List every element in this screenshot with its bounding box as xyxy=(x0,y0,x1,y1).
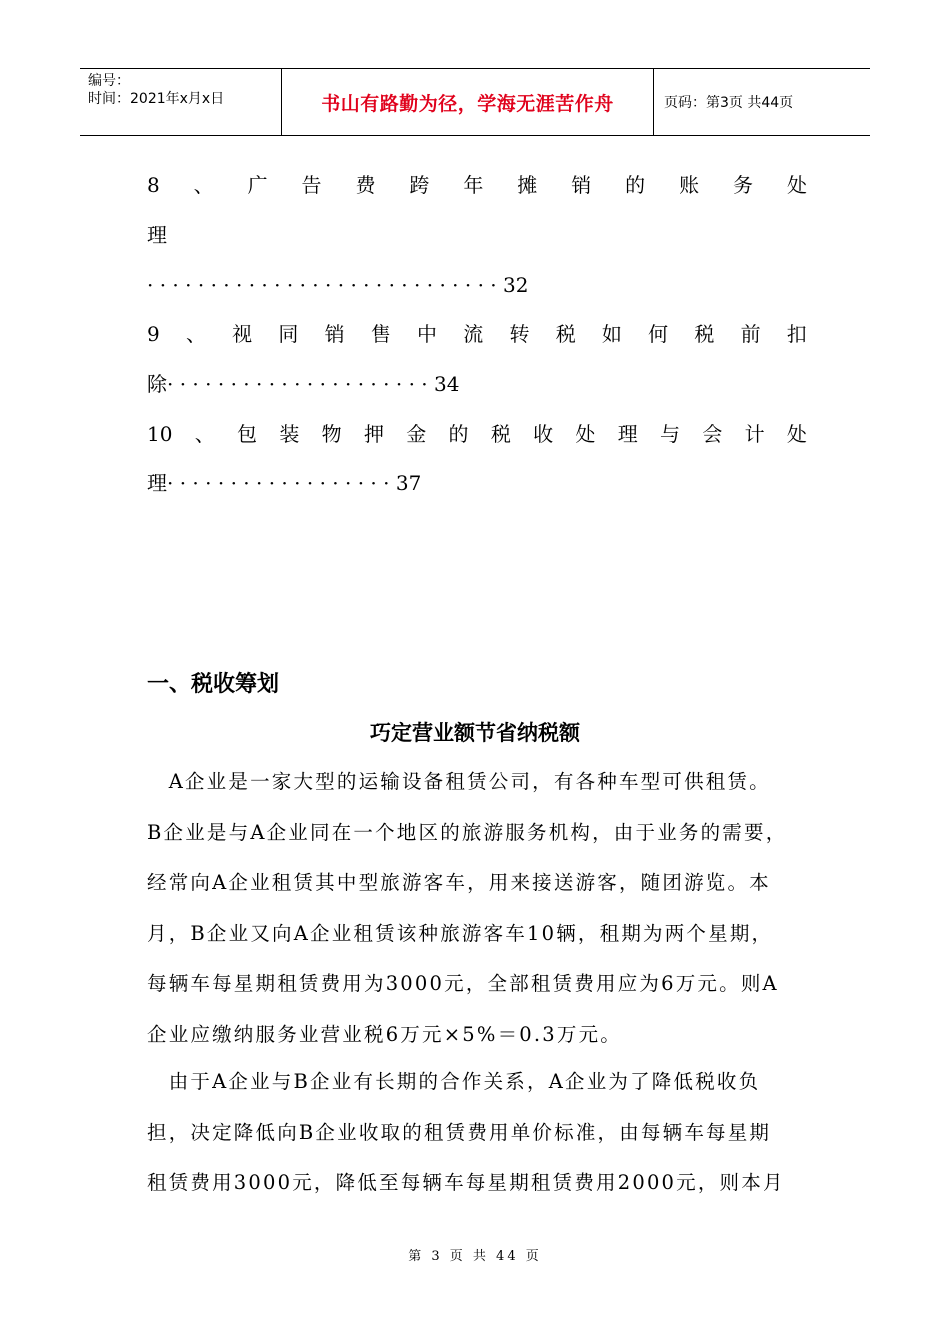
toc-char: 处 xyxy=(786,173,807,197)
toc-char: 前 xyxy=(740,322,761,346)
paragraph-1 xyxy=(147,757,812,1060)
toc-char: 税 xyxy=(490,422,511,446)
paragraph-line: A企业是一家大型的运输设备租赁公司，有各种车型可供租赁。 xyxy=(147,770,771,793)
toc-char: 、 xyxy=(194,422,215,446)
toc-char: 9 xyxy=(147,322,160,346)
toc-char: 的 xyxy=(625,173,646,197)
toc-entry-9-continuation: 除· · · · · · · · · · · · · · · · · · · · · 34 xyxy=(147,372,460,396)
toc-char: 税 xyxy=(555,322,576,346)
article-title: 巧定营业额节省纳税额 xyxy=(370,721,580,745)
toc-char: 何 xyxy=(648,322,669,346)
toc-entry-10[interactable] xyxy=(147,419,807,449)
toc-char: 10 xyxy=(147,422,173,446)
toc-char: 收 xyxy=(533,422,554,446)
toc-char: 售 xyxy=(370,322,391,346)
paragraph-line: 每辆车每星期租赁费用为3000元，全部租赁费用应为6万元。则A xyxy=(147,972,779,995)
section-heading: 一、税收筹划 xyxy=(147,672,280,697)
paragraph-line: 月，B企业又向A企业租赁该种旅游客车10辆，租期为两个星期， xyxy=(147,921,774,945)
toc-char: 销 xyxy=(571,173,592,197)
toc-entry-10-continuation: 理· · · · · · · · · · · · · · · · · · 37 xyxy=(147,471,422,495)
toc-char: 、 xyxy=(193,173,214,197)
toc-char: 广 xyxy=(247,173,268,197)
toc-char: 装 xyxy=(279,422,300,446)
paragraph-line: 担，决定降低向B企业收取的租赁费用单价标准，由每辆车每星期 xyxy=(147,1120,772,1144)
toc-char: 押 xyxy=(363,422,384,446)
page-footer: 第 3 页 共 44 页 xyxy=(408,1249,542,1264)
toc-char: 务 xyxy=(733,173,754,197)
document-number-label: 编号： xyxy=(88,73,130,89)
header-meta xyxy=(80,69,281,135)
toc-entry-8-continuation: 理 xyxy=(147,223,167,247)
toc-char: 视 xyxy=(232,322,253,346)
toc-char: 摊 xyxy=(517,173,538,197)
paragraph-2 xyxy=(147,1057,812,1209)
header-page-cell xyxy=(654,69,870,135)
toc-char: 年 xyxy=(463,173,484,197)
toc-char: 同 xyxy=(278,322,299,346)
toc-char: 金 xyxy=(406,422,427,446)
toc-char: 的 xyxy=(448,422,469,446)
header-motto: 书山有路勤为径，学海无涯苦作舟 xyxy=(321,92,614,115)
toc-char: 处 xyxy=(575,422,596,446)
toc-char: 如 xyxy=(601,322,622,346)
toc-char: 账 xyxy=(679,173,700,197)
toc-char: 税 xyxy=(694,322,715,346)
toc-char: 包 xyxy=(237,422,258,446)
toc-entry-8-leader: · · · · · · · · · · · · · · · · · · · · · · · · · · · · 32 xyxy=(147,273,529,297)
toc-char: 告 xyxy=(301,173,322,197)
page-header xyxy=(80,68,870,136)
toc-char: 会 xyxy=(702,422,723,446)
toc-entry-9[interactable] xyxy=(147,319,807,349)
toc-char: 跨 xyxy=(409,173,430,197)
toc-char: 8 xyxy=(147,173,160,197)
header-motto-cell xyxy=(281,69,654,135)
toc-char: 处 xyxy=(786,422,807,446)
toc-char: 费 xyxy=(355,173,376,197)
toc-char: 销 xyxy=(324,322,345,346)
toc-char: 转 xyxy=(509,322,530,346)
toc-char: 扣 xyxy=(786,322,807,346)
toc-char: 物 xyxy=(321,422,342,446)
paragraph-line: 经常向A企业租赁其中型旅游客车，用来接送游客，随团游览。本 xyxy=(147,871,771,894)
paragraph-line: 租赁费用3000元，降低至每辆车每星期租赁费用2000元，则本月 xyxy=(147,1171,785,1194)
paragraph-line: 由于A企业与B企业有长期的合作关系，A企业为了降低税收负 xyxy=(147,1070,761,1093)
document-date-label: 时间：2021年x月x日 xyxy=(88,91,225,107)
toc-char: 计 xyxy=(744,422,765,446)
paragraph-line: B企业是与A企业同在一个地区的旅游服务机构，由于业务的需要， xyxy=(147,820,788,844)
header-page-number: 页码：第3页 共44页 xyxy=(664,95,794,111)
toc-char: 流 xyxy=(463,322,484,346)
toc-char: 中 xyxy=(417,322,438,346)
toc-char: 与 xyxy=(660,422,681,446)
toc-entry-8[interactable] xyxy=(147,170,807,200)
toc-char: 、 xyxy=(185,322,206,346)
toc-char: 理 xyxy=(617,422,638,446)
paragraph-line: 企业应缴纳服务业营业税6万元×5%＝0.3万元。 xyxy=(147,1022,622,1046)
